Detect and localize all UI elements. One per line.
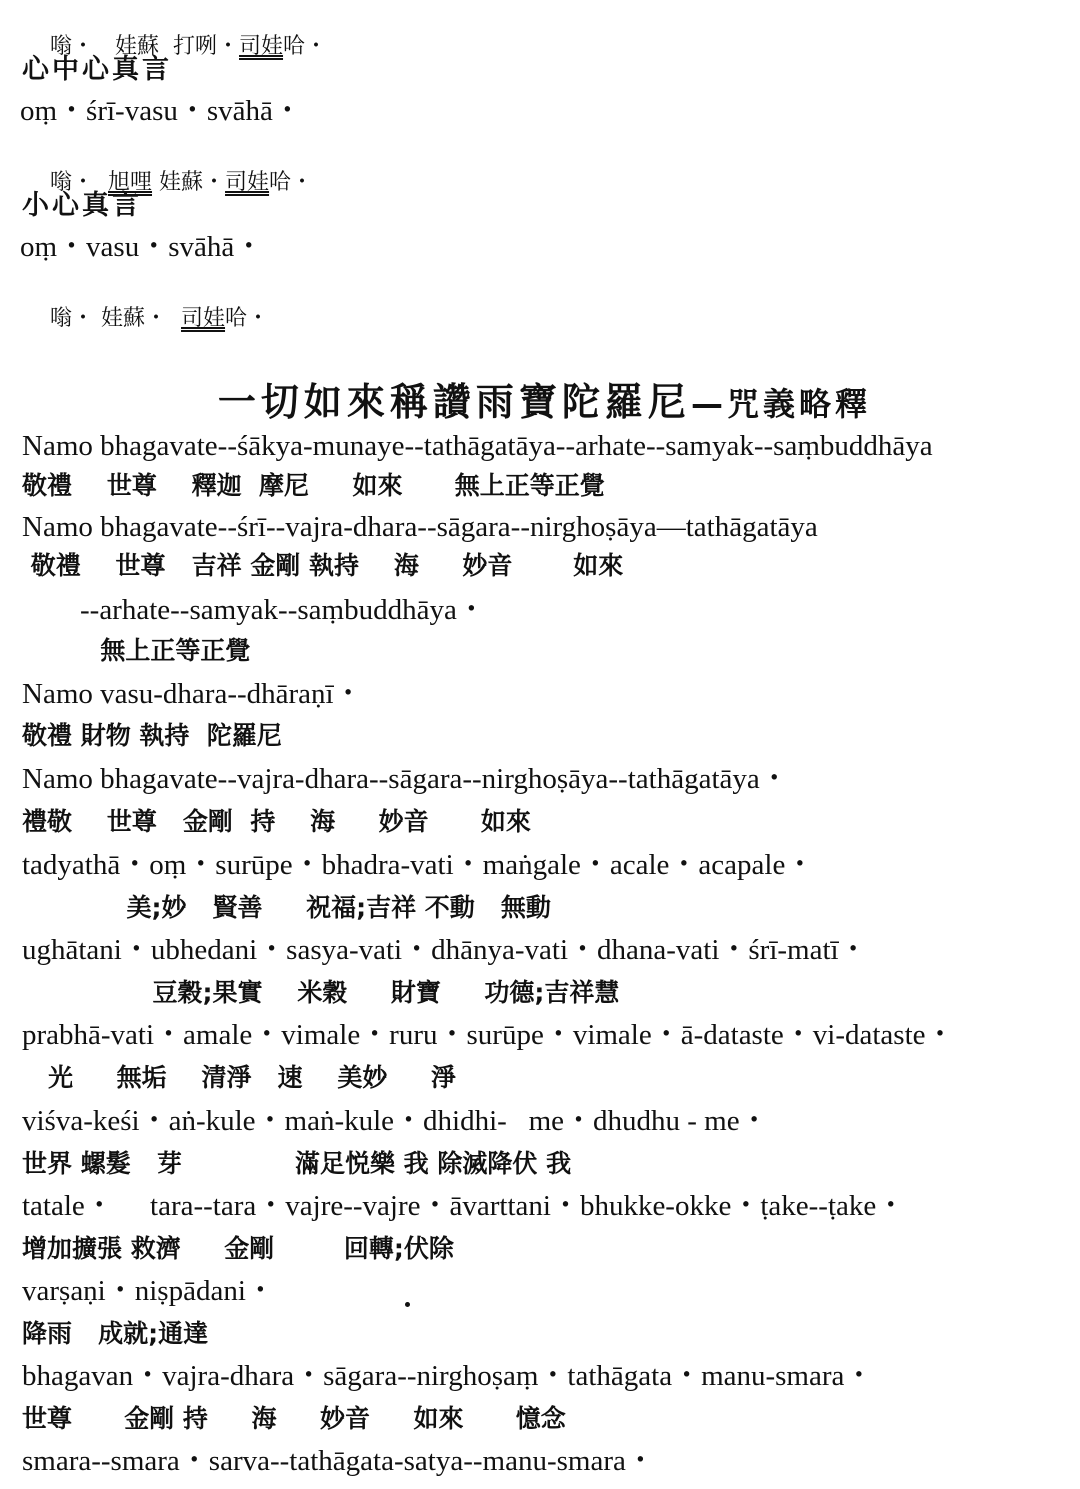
gloss-line: 世尊 金剛 持 海 妙音 如來 憶念 [22,1404,566,1433]
dharani-line: smara--smara・sarva--tathāgata-satya--manu-smara・ [22,1445,655,1477]
dharani-line: --arhate--samyak--saṃbuddhāya・ [22,594,486,626]
dharani-line: Namo bhagavate--śrī--vajra-dhara--sāgara--nirghoṣāya—tathāgatāya [22,511,818,543]
gloss-line: 光 無垢 清淨 速 美妙 淨 [22,1063,456,1092]
gloss-line: 世界 螺髮 芽 滿足悦樂 我 除滅降伏 我 [22,1149,572,1178]
gloss-line: 無上正等正覺 [22,636,251,665]
gloss-line: 敬禮 財物 執持 陀羅尼 [22,721,282,750]
dharani-line: viśva-keśi・aṅ-kule・maṅ-kule・dhidhi- me・dhudhu - me・ [22,1105,769,1137]
top-pronunciation: 嗡・ 娃蘇 打咧・司娃哈・ [49,34,328,59]
section-subtitle: —咒義略釋 [690,385,871,423]
heart-mantra-transliteration: oṃ・śrī-vasu・svāhā・ [20,95,302,127]
small-mantra-transliteration: oṃ・vasu・svāhā・ [20,231,264,263]
dharani-line: tatale・ tara--tara・vajre--vajre・āvarttani・bhukke-okke・ṭake--ṭake・ [22,1190,906,1222]
gloss-line: 敬禮 世尊 吉祥 金剛 執持 海 妙音 如來 [22,551,624,580]
gloss-line: 降雨 成就;通達 [22,1319,209,1348]
gloss-line: 禮敬 世尊 金剛 持 海 妙音 如來 [22,807,531,836]
heart-mantra-pronunciation: 嗡・ 旭哩 娃蘇・司娃哈・ [49,170,314,195]
dharani-line: Namo bhagavate--vajra-dhara--sāgara--nirghoṣāya--tathāgatāya・ [22,763,789,795]
gloss-line: 美;妙 賢善 祝福;吉祥 不動 無動 [22,893,551,922]
stray-dot [405,1302,410,1307]
dharani-line: Namo vasu-dhara--dhāraṇī・ [22,678,363,710]
gloss-line: 敬禮 世尊 釋迦 摩尼 如來 無上正等正覺 [22,471,605,500]
dharani-line: tadyathā・oṃ・surūpe・bhadra-vati・maṅgale・acale・acapale・ [22,849,815,881]
dharani-line: Namo bhagavate--śākya-munaye--tathāgatāya--arhate--samyak--saṃbuddhāya [22,430,933,462]
dharani-line: bhagavan・vajra-dhara・sāgara--nirghoṣaṃ・tathāgata・manu-smara・ [22,1360,874,1392]
gloss-line: 增加擴張 救濟 金剛 回轉;伏除 [22,1234,454,1263]
small-mantra-pronunciation: 嗡・ 娃蘇・ 司娃哈・ [49,306,270,331]
gloss-line: 豆穀;果實 米穀 財寶 功德;吉祥慧 [22,978,620,1007]
small-mantra-heading: 小心真言 [22,190,142,221]
dharani-line: prabhā-vati・amale・vimale・ruru・surūpe・vimale・ā-dataste・vi-dataste・ [22,1019,955,1051]
section-title-main: 一切如來稱讚雨寶陀羅尼 [217,380,691,424]
heart-mantra-heading: 心中心真言 [22,54,172,85]
dharani-line: varṣaṇi・niṣpādani・ [22,1275,275,1307]
dharani-line: ughātani・ubhedani・sasya-vati・dhānya-vati・dhana-vati・śrī-matī・ [22,934,868,966]
